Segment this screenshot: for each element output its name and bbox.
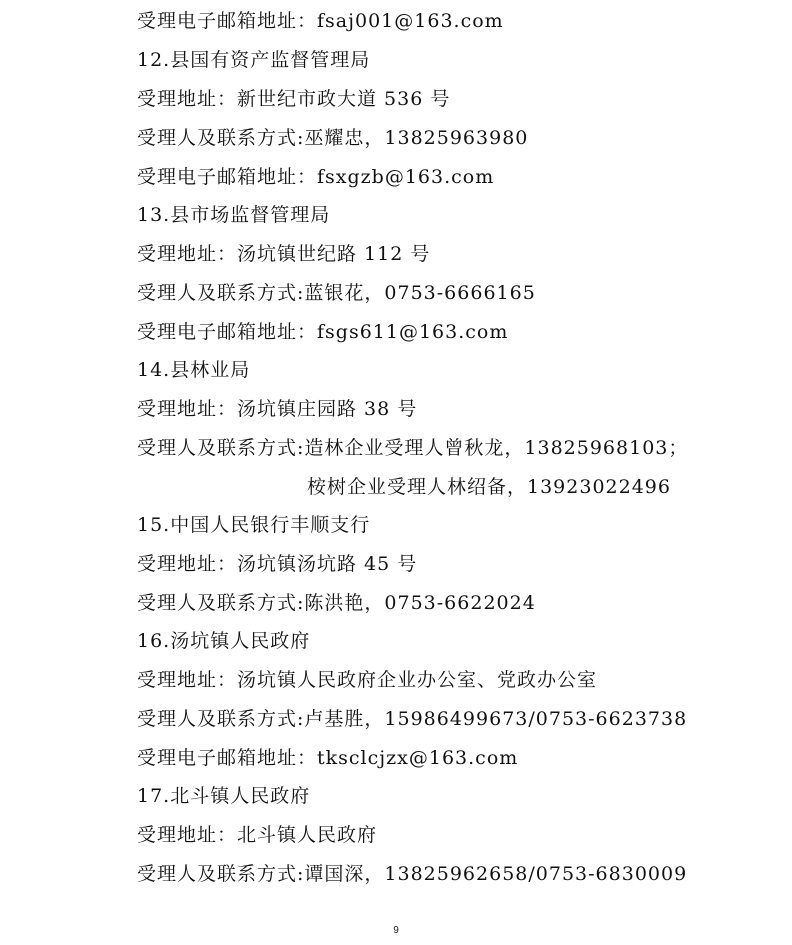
text-line: 受理人及联系方式:卢基胜，15986499673/0753-6623738: [137, 708, 688, 730]
text-line: 受理地址：汤坑镇人民政府企业办公室、党政办公室: [137, 669, 598, 691]
section-heading: 17.北斗镇人民政府: [137, 785, 311, 807]
text-line: 受理人及联系方式:谭国深，13825962658/0753-6830009: [137, 863, 688, 885]
section-heading: 12.县国有资产监督管理局: [137, 49, 371, 71]
text-line: 受理人及联系方式:巫耀忠，13825963980: [137, 127, 529, 149]
text-line: 桉树企业受理人林绍备，13923022496: [307, 476, 671, 498]
text-line: 受理人及联系方式:陈洪艳，0753-6622024: [137, 592, 536, 614]
section-heading: 15.中国人民银行丰顺支行: [137, 514, 371, 536]
text-line: 受理地址：北斗镇人民政府: [137, 824, 378, 846]
text-line: 受理地址：汤坑镇汤坑路 45 号: [137, 553, 418, 575]
section-heading: 13.县市场监督管理局: [137, 204, 331, 226]
text-line: 受理电子邮箱地址：fsaj001@163.com: [137, 10, 504, 32]
text-line: 受理地址：汤坑镇庄园路 38 号: [137, 398, 418, 420]
page-number: 9: [393, 925, 399, 936]
text-line: 受理电子邮箱地址：tksclcjzx@163.com: [137, 747, 519, 769]
section-heading: 14.县林业局: [137, 359, 251, 381]
text-line: 受理电子邮箱地址：fsgs611@163.com: [137, 321, 509, 343]
text-line: 受理人及联系方式:蓝银花，0753-6666165: [137, 282, 536, 304]
text-line: 受理人及联系方式:造林企业受理人曾秋龙，13825968103；: [137, 437, 689, 459]
section-heading: 16.汤坑镇人民政府: [137, 630, 311, 652]
text-line: 受理电子邮箱地址：fsxgzb@163.com: [137, 166, 495, 188]
text-line: 受理地址：汤坑镇世纪路 112 号: [137, 243, 431, 265]
text-line: 受理地址：新世纪市政大道 536 号: [137, 88, 451, 110]
